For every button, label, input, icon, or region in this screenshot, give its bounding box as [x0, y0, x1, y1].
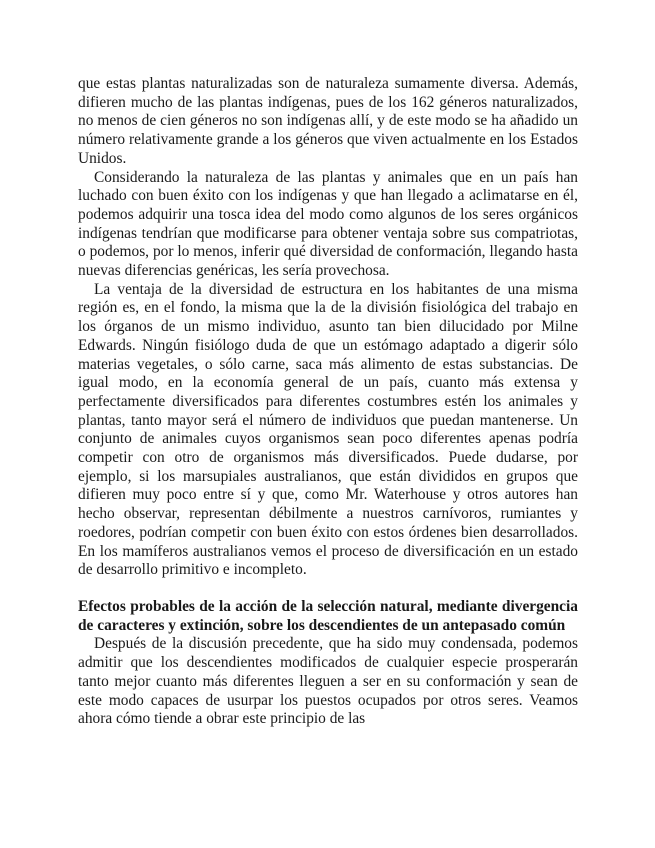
paragraph-diversity-advantage: La ventaja de la diversidad de estructura en los habitantes de una misma región es, en el fondo, la misma que la de la división fisiológica del trabajo en los órganos de un mismo individuo, asunto tan bien dilucidado por Milne Edwards. Ningún fisiólogo duda de que un estómago adaptado a digerir sólo materias vegetales, o sólo carne, saca más alimento de estas substancias. De igual modo, en la economía general de un país, cuanto más extensa y perfectamente diversificados para diferentes costumbres estén los animales y plantas, tanto mayor será el número de individuos que puedan mantenerse. Un conjunto de animales cuyos organismos sean poco diferentes apenas podría competir con otro de organismos más diversificados. Puede dudarse, por ejemplo, si los marsupiales australianos, que están divididos en grupos que difieren muy poco entre sí y que, como Mr. Waterhouse y otros autores han hecho observar, representan débilmente a nuestros carnívoros, rumiantes y roedores, podrían competir con buen éxito con estos órdenes bien desarrollados. En los mamíferos australianos vemos el proceso de diversificación en un estado de desarrollo primitivo e incompleto. [78, 280, 578, 579]
paragraph-section-start: Después de la discusión precedente, que ha sido muy condensada, podemos admitir que los descendientes modificados de cualquier especie prosperarán tanto mejor cuanto más diferentes lleguen a ser en su conformación y sean de este modo capaces de usurpar los puestos ocupados por otros seres. Veamos ahora cómo tiende a obrar este principio de las [78, 635, 578, 728]
section-heading: Efectos probables de la acción de la selección natural, mediante divergencia de caracteres y extinción, sobre los descendientes de un antepasado común [78, 597, 578, 634]
paragraph-continuation: que estas plantas naturalizadas son de naturaleza sumamente diversa. Además, difieren mucho de las plantas indígenas, pues de los 162 géneros naturalizados, no menos de cien géneros no son indígenas allí, y de este modo se ha añadido un número relativamente grande a los géneros que viven actualmente en los Estados Unidos. [78, 75, 578, 167]
paragraph-naturalized-organisms: Considerando la naturaleza de las plantas y animales que en un país han luchado con buen éxito con los indígenas y que han llegado a aclimatarse en él, podemos adquirir una tosca idea del modo como algunos de los seres orgánicos indígenas tendrían que modificarse para obtener ventaja sobre sus compatriotas, o podemos, por lo menos, inferir qué diversidad de conformación, llegando hasta nuevas diferencias genéricas, les sería provechosa. [78, 168, 578, 280]
document-page [78, 75, 578, 729]
